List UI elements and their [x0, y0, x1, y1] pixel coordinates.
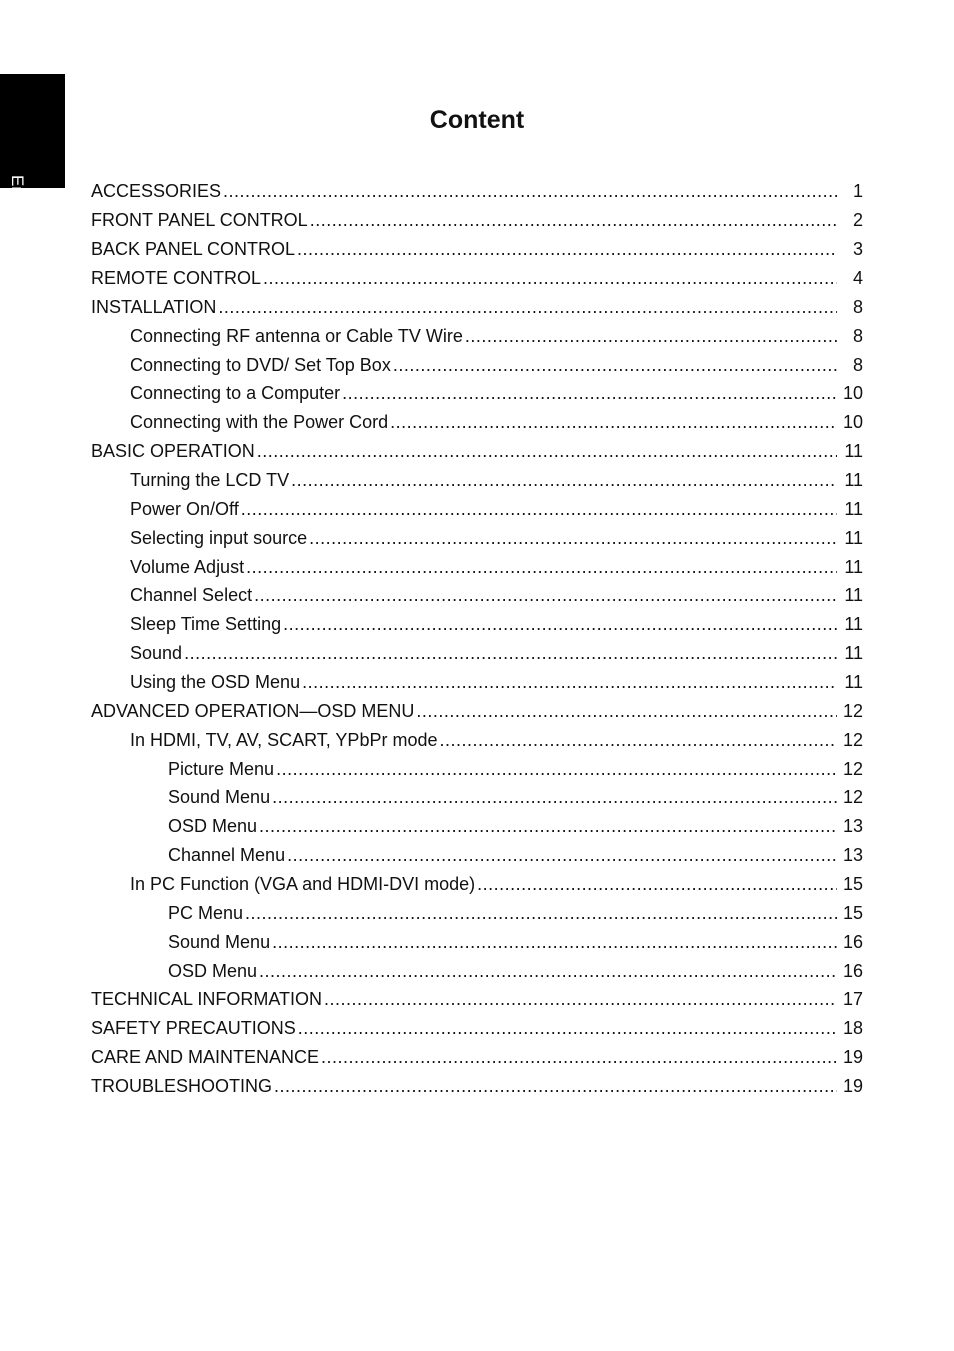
toc-entry-label: Sound Menu: [168, 931, 271, 952]
toc-entry-page-number: 13: [842, 816, 863, 837]
toc-entry-page-number: 11: [844, 556, 863, 577]
toc-entry-page-number: 11: [844, 585, 863, 606]
toc-entry-page-number: 12: [842, 729, 863, 750]
dot-leader: [393, 354, 837, 376]
dot-leader: [342, 382, 837, 404]
toc-entry[interactable]: [0, 321, 954, 350]
toc-entry-label: Connecting with the Power Cord: [130, 412, 389, 433]
toc-entry-label: Volume Adjust: [130, 556, 245, 577]
toc-entry-page-number: 12: [842, 700, 863, 721]
toc-entry-label: TROUBLESHOOTING: [91, 1076, 273, 1097]
dot-leader: [257, 440, 837, 462]
toc-entry-label: Channel Menu: [168, 845, 286, 866]
toc-entry-label: OSD Menu: [168, 816, 258, 837]
toc-entry[interactable]: [0, 466, 954, 495]
toc-entry[interactable]: [0, 927, 954, 956]
toc-entry[interactable]: [0, 754, 954, 783]
dot-leader: [298, 1017, 837, 1039]
dot-leader: [184, 642, 837, 664]
dot-leader: [309, 527, 837, 549]
dot-leader: [246, 556, 837, 578]
toc-entry-label: TECHNICAL INFORMATION: [91, 989, 323, 1010]
toc-entry[interactable]: [0, 783, 954, 812]
toc-entry-page-number: 11: [844, 614, 863, 635]
dot-leader: [287, 844, 837, 866]
toc-entry-page-number: 4: [852, 268, 863, 288]
toc-entry[interactable]: [0, 523, 954, 552]
dot-leader: [283, 613, 837, 635]
toc-entry-page-number: 11: [844, 672, 863, 693]
toc-entry[interactable]: [0, 206, 954, 235]
dot-leader: [223, 180, 837, 202]
toc-entry-label: Selecting input source: [130, 527, 308, 548]
dot-leader: [218, 296, 837, 318]
dot-leader: [310, 209, 837, 231]
toc-entry[interactable]: [0, 235, 954, 264]
toc-entry[interactable]: [0, 437, 954, 466]
dot-leader: [245, 902, 837, 924]
toc-entry-label: Connecting to DVD/ Set Top Box: [130, 354, 391, 375]
dot-leader: [272, 931, 837, 953]
toc-entry-page-number: 12: [842, 787, 863, 808]
toc-entry-label: Connecting RF antenna or Cable TV Wire: [130, 325, 463, 346]
toc-entry[interactable]: [0, 379, 954, 408]
toc-entry-label: REMOTE CONTROL: [91, 268, 262, 288]
dot-leader: [390, 411, 837, 433]
toc-entry[interactable]: [0, 494, 954, 523]
toc-entry-label: Sound Menu: [168, 787, 271, 808]
toc-entry-page-number: 13: [842, 845, 863, 866]
toc-entry-label: BACK PANEL CONTROL: [91, 239, 296, 260]
toc-entry-label: SAFETY PRECAUTIONS: [91, 1018, 296, 1039]
toc-entry-label: FRONT PANEL CONTROL: [91, 210, 308, 231]
toc-entry-page-number: 16: [842, 931, 863, 952]
toc-entry[interactable]: [0, 1072, 954, 1101]
toc-entry-label: INSTALLATION: [91, 296, 217, 317]
toc-entry-page-number: 15: [842, 902, 863, 923]
toc-entry-page-number: 18: [842, 1018, 863, 1039]
dot-leader: [297, 238, 837, 260]
toc-entry-page-number: 11: [844, 643, 863, 664]
dot-leader: [465, 325, 837, 347]
toc-entry-page-number: 8: [852, 325, 863, 346]
toc-entry-label: ADVANCED OPERATION—OSD MENU: [91, 700, 415, 721]
toc-entry-page-number: 11: [844, 470, 863, 491]
toc-entry-label: Sound: [130, 643, 183, 664]
toc-entry[interactable]: [0, 696, 954, 725]
toc-entry-page-number: 11: [844, 441, 863, 462]
toc-entry-label: BASIC OPERATION: [91, 441, 255, 462]
toc-entry[interactable]: [0, 177, 954, 206]
dot-leader: [416, 700, 837, 722]
toc-entry-label: Channel Select: [130, 585, 253, 606]
dot-leader: [477, 873, 837, 895]
toc-entry[interactable]: [0, 841, 954, 870]
dot-leader: [254, 584, 837, 606]
dot-leader: [272, 786, 837, 808]
toc-entry-page-number: 8: [852, 296, 863, 317]
toc-entry-label: OSD Menu: [168, 960, 258, 981]
toc-entry[interactable]: [0, 1043, 954, 1072]
table-of-contents: [0, 177, 954, 1101]
toc-entry-label: Using the OSD Menu: [130, 672, 301, 693]
toc-entry-label: Connecting to a Computer: [130, 383, 341, 404]
toc-entry-label: In HDMI, TV, AV, SCART, YPbPr mode: [130, 729, 438, 750]
toc-entry-page-number: 10: [842, 412, 863, 433]
toc-entry[interactable]: [0, 292, 954, 321]
dot-leader: [324, 988, 837, 1010]
toc-entry-page-number: 11: [844, 498, 863, 519]
dot-leader: [263, 267, 837, 289]
toc-entry[interactable]: [0, 581, 954, 610]
toc-entry[interactable]: [0, 1014, 954, 1043]
toc-entry[interactable]: [0, 350, 954, 379]
dot-leader: [302, 671, 837, 693]
toc-entry[interactable]: [0, 639, 954, 668]
toc-entry-page-number: 12: [842, 758, 863, 779]
toc-entry[interactable]: [0, 668, 954, 697]
toc-entry-page-number: 10: [842, 383, 863, 404]
toc-entry-label: Picture Menu: [168, 758, 275, 779]
toc-entry-page-number: 19: [842, 1076, 863, 1097]
dot-leader: [241, 498, 837, 520]
toc-entry-page-number: 3: [852, 239, 863, 260]
toc-entry-page-number: 17: [842, 989, 863, 1010]
toc-entry-label: In PC Function (VGA and HDMI-DVI mode): [130, 874, 476, 895]
dot-leader: [274, 1075, 837, 1097]
toc-entry[interactable]: [0, 985, 954, 1014]
toc-entry[interactable]: [0, 610, 954, 639]
toc-entry-label: Power On/Off: [130, 498, 239, 519]
toc-entry-page-number: 15: [842, 874, 863, 895]
toc-entry[interactable]: [0, 264, 954, 293]
toc-entry-page-number: 16: [842, 960, 863, 981]
dot-leader: [291, 469, 837, 491]
toc-entry-label: PC Menu: [168, 902, 244, 923]
toc-entry-page-number: 8: [852, 354, 863, 375]
language-tab-label: English: [8, 175, 27, 231]
toc-entry[interactable]: [0, 408, 954, 437]
toc-entry-page-number: 1: [852, 181, 863, 202]
toc-entry[interactable]: [0, 812, 954, 841]
toc-entry-label: CARE AND MAINTENANCE: [91, 1047, 320, 1068]
toc-entry[interactable]: [0, 870, 954, 899]
toc-entry-label: ACCESSORIES: [91, 181, 222, 202]
page-title: Content: [429, 106, 525, 134]
toc-entry-label: Sleep Time Setting: [130, 614, 282, 635]
dot-leader: [276, 758, 837, 780]
toc-entry-page-number: 19: [842, 1047, 863, 1068]
toc-entry-page-number: 2: [852, 210, 863, 231]
toc-entry[interactable]: [0, 552, 954, 581]
toc-entry[interactable]: [0, 898, 954, 927]
toc-entry-label: Turning the LCD TV: [130, 470, 290, 491]
toc-entry[interactable]: [0, 725, 954, 754]
dot-leader: [321, 1046, 837, 1068]
toc-entry[interactable]: [0, 956, 954, 985]
dot-leader: [259, 960, 837, 982]
dot-leader: [439, 729, 837, 751]
toc-entry-page-number: 11: [844, 527, 863, 548]
dot-leader: [259, 815, 837, 837]
